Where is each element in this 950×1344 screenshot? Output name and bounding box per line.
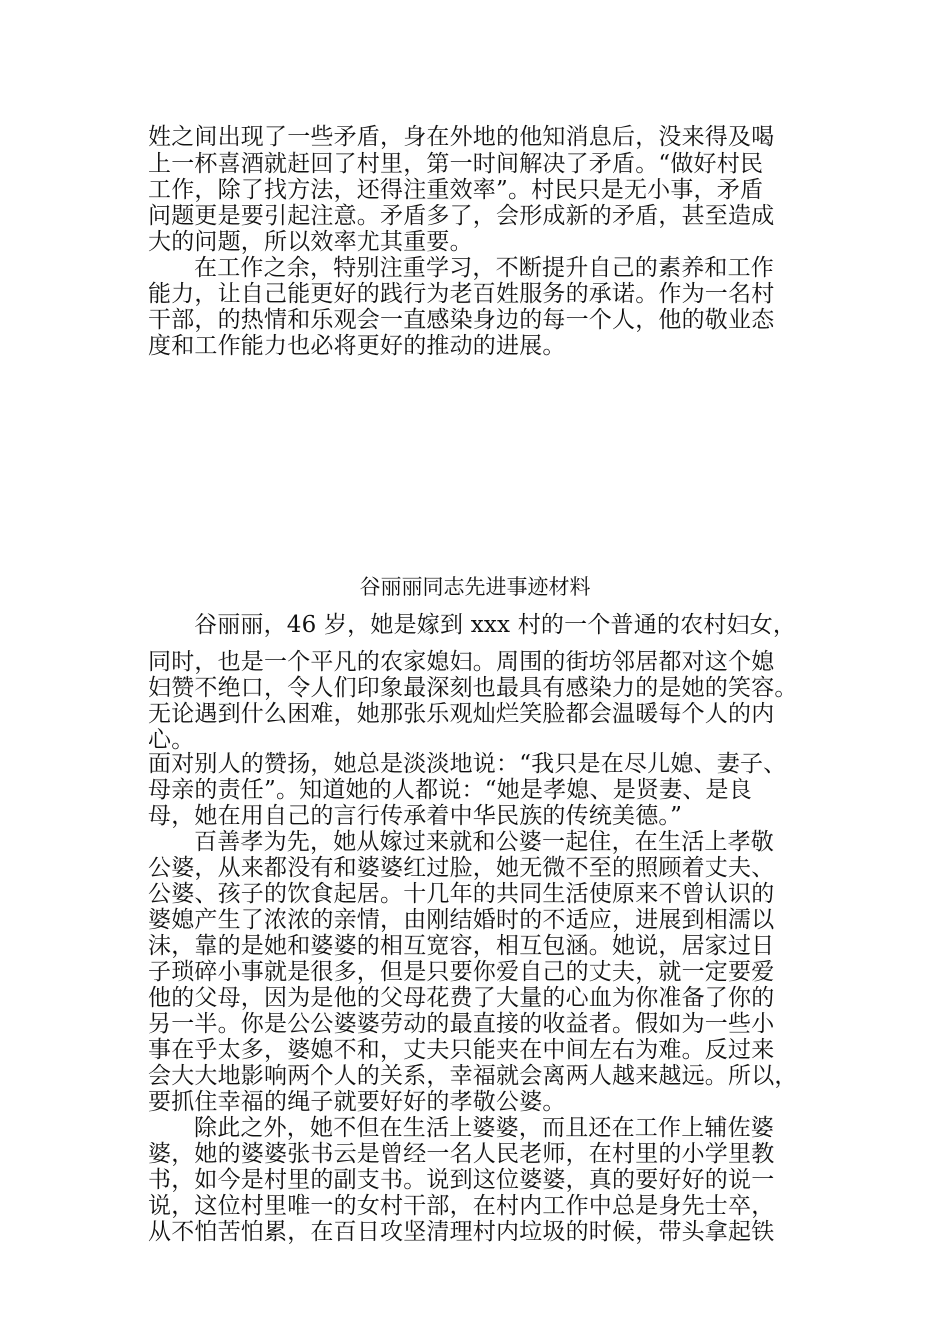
text-line: 子琐碎小事就是很多，但是只要你爱自己的丈夫，就一定要爱 [148, 959, 775, 985]
text-line: 上一杯喜酒就赶回了村里，第一时间解决了矛盾。“做好村民 [148, 151, 764, 177]
text-line: 会大大地影响两个人的关系，幸福就会离两人越来越远。所以， [148, 1063, 798, 1089]
text-line: 谷丽丽，46 岁，她是嫁到 xxx 村的一个普通的农村妇女， [194, 612, 797, 638]
text-line: 从不怕苦怕累，在百日攻坚清理村内垃圾的时候，带头拿起铁 [148, 1219, 775, 1245]
text-line: 干部，的热情和乐观会一直感染身边的每一个人，他的敬业态 [148, 307, 775, 333]
text-line: 公婆，从来都没有和婆婆红过脸，她无微不至的照顾着丈夫、 [148, 855, 775, 881]
text-line: 婆，她的婆婆张书云是曾经一名人民老师，在村里的小学里教 [148, 1141, 775, 1167]
text-line: 除此之外，她不但在生活上婆婆，而且还在工作上辅佐婆 [194, 1115, 774, 1141]
text-line: 母亲的责任”。知道她的人都说：“她是孝媳、是贤妻、是良 [148, 777, 752, 803]
text-line: 说，这位村里唯一的女村干部，在村内工作中总是身先士卒， [148, 1193, 775, 1219]
text-line: 同时，也是一个平凡的农家媳妇。周围的街坊邻居都对这个媳 [148, 649, 775, 675]
text-line: 能力，让自己能更好的践行为老百姓服务的承诺。作为一名村 [148, 281, 775, 307]
document-title: 谷丽丽同志先进事迹材料 [359, 575, 591, 599]
text-line: 公婆、孩子的饮食起居。十几年的共同生活使原来不曾认识的 [148, 881, 775, 907]
text-line: 妇赞不绝口，令人们印象最深刻也最具有感染力的是她的笑容。 [148, 675, 798, 701]
text-line: 度和工作能力也必将更好的推动的进展。 [148, 333, 566, 359]
text-line: 大的问题，所以效率尤其重要。 [148, 229, 473, 255]
text-line: 事在乎太多，婆媳不和，丈夫只能夹在中间左右为难。反过来 [148, 1037, 775, 1063]
text-line: 无论遇到什么困难，她那张乐观灿烂笑脸都会温暖每个人的内 [148, 701, 775, 727]
text-line: 要抓住幸福的绳子就要好好的孝敬公婆。 [148, 1089, 566, 1115]
text-line: 母，她在用自己的言行传承着中华民族的传统美德。” [148, 803, 683, 829]
text-line: 在工作之余，特别注重学习，不断提升自己的素养和工作 [194, 255, 774, 281]
text-line: 面对别人的赞扬，她总是淡淡地说：“我只是在尽儿媳、妻子、 [148, 751, 787, 777]
text-line: 婆媳产生了浓浓的亲情，由刚结婚时的不适应，进展到相濡以 [148, 907, 775, 933]
text-line: 问题更是要引起注意。矛盾多了，会形成新的矛盾，甚至造成 [148, 203, 775, 229]
text-line: 沫，靠的是她和婆婆的相互宽容，相互包涵。她说，居家过日 [148, 933, 775, 959]
text-line: 百善孝为先，她从嫁过来就和公婆一起住，在生活上孝敬 [194, 829, 774, 855]
text-line: 心。 [148, 727, 195, 753]
text-line: 书，如今是村里的副支书。说到这位婆婆，真的要好好的说一 [148, 1167, 775, 1193]
text-line: 姓之间出现了一些矛盾，身在外地的他知消息后，没来得及喝 [148, 124, 775, 150]
text-line: 工作，除了找方法，还得注重效率”。村民只是无小事，矛盾 [148, 177, 764, 203]
text-line: 另一半。你是公公婆婆劳动的最直接的收益者。假如为一些小 [148, 1011, 775, 1037]
text-line: 他的父母，因为是他的父母花费了大量的心血为你准备了你的 [148, 985, 775, 1011]
